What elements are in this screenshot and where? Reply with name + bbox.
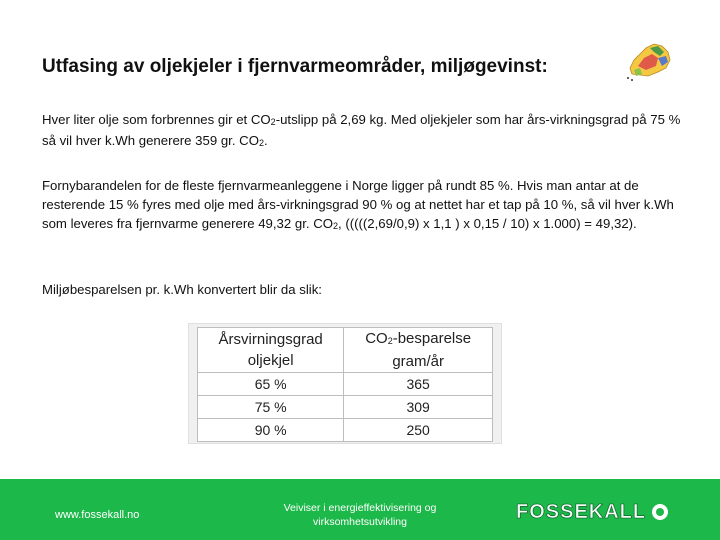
norway-map-logo-icon — [624, 40, 676, 82]
cell-saving: 365 — [344, 373, 493, 396]
header-line: CO — [365, 330, 388, 347]
header-co2-saving — [344, 328, 493, 373]
subscript: 2 — [387, 336, 393, 346]
cell-efficiency: 75 % — [198, 396, 344, 419]
header-line: gram/år — [392, 353, 444, 370]
paragraph-oil-emissions — [42, 110, 682, 152]
subscript: 2 — [270, 117, 276, 127]
brand-name: FOSSEKALL — [516, 500, 647, 523]
cell-efficiency: 90 % — [198, 419, 344, 442]
footer-tagline — [270, 501, 450, 529]
paragraph-district-heating — [42, 176, 682, 235]
subscript: 2 — [333, 221, 339, 231]
table-row — [198, 396, 493, 419]
table-header-row — [198, 328, 493, 373]
cell-efficiency: 65 % — [198, 373, 344, 396]
tagline-line: virksomhetsutvikling — [313, 516, 407, 528]
paragraph-savings-intro: Miljøbesparelsen pr. k.Wh konvertert blir da slik: — [42, 282, 322, 297]
cell-saving: 250 — [344, 419, 493, 442]
fossekall-logo — [516, 501, 668, 523]
text-segment: Hver liter olje som forbrennes gir et CO — [42, 112, 271, 127]
table-row — [198, 373, 493, 396]
header-line: -besparelse — [392, 330, 472, 347]
savings-table — [197, 327, 493, 442]
footer-website-link[interactable]: www.fossekall.no — [55, 509, 140, 521]
footer-bar — [0, 479, 720, 540]
slide-title: Utfasing av oljekjeler i fjernvarmeområder, miljøgevinst: — [42, 56, 548, 77]
text-segment: . — [263, 133, 268, 148]
text-segment: Fornybarandelen for de fleste fjernvarmeanleggene i Norge ligger på rundt 85 %. Hvis man antar at de resterende 15 % fyres med olje med års-virkningsgrad 90 % og at nettet har et tap på 10 %, så vil hver k.Wh som leveres fra fjernvarme generere 49,32 gr. CO — [42, 178, 674, 231]
table-row — [198, 419, 493, 442]
header-line: Årsvirningsgrad — [218, 331, 323, 348]
savings-table-image — [188, 323, 502, 444]
fossekall-circle-icon — [652, 504, 668, 520]
text-segment: , (((((2,69/0,9) x 1,1 ) x 0,15 / 10) x 1.000) = 49,32). — [338, 216, 637, 231]
tagline-line: Veiviser i energieffektivisering og — [283, 502, 437, 514]
cell-saving: 309 — [344, 396, 493, 419]
header-line: oljekjel — [247, 352, 294, 369]
subscript: 2 — [258, 138, 264, 148]
text-segment: -utslipp på 2,69 kg. Med oljekjeler som har års-virkningsgrad på 75 % så vil hver k.Wh generere 359 gr. CO — [42, 112, 681, 148]
header-efficiency — [198, 328, 344, 373]
